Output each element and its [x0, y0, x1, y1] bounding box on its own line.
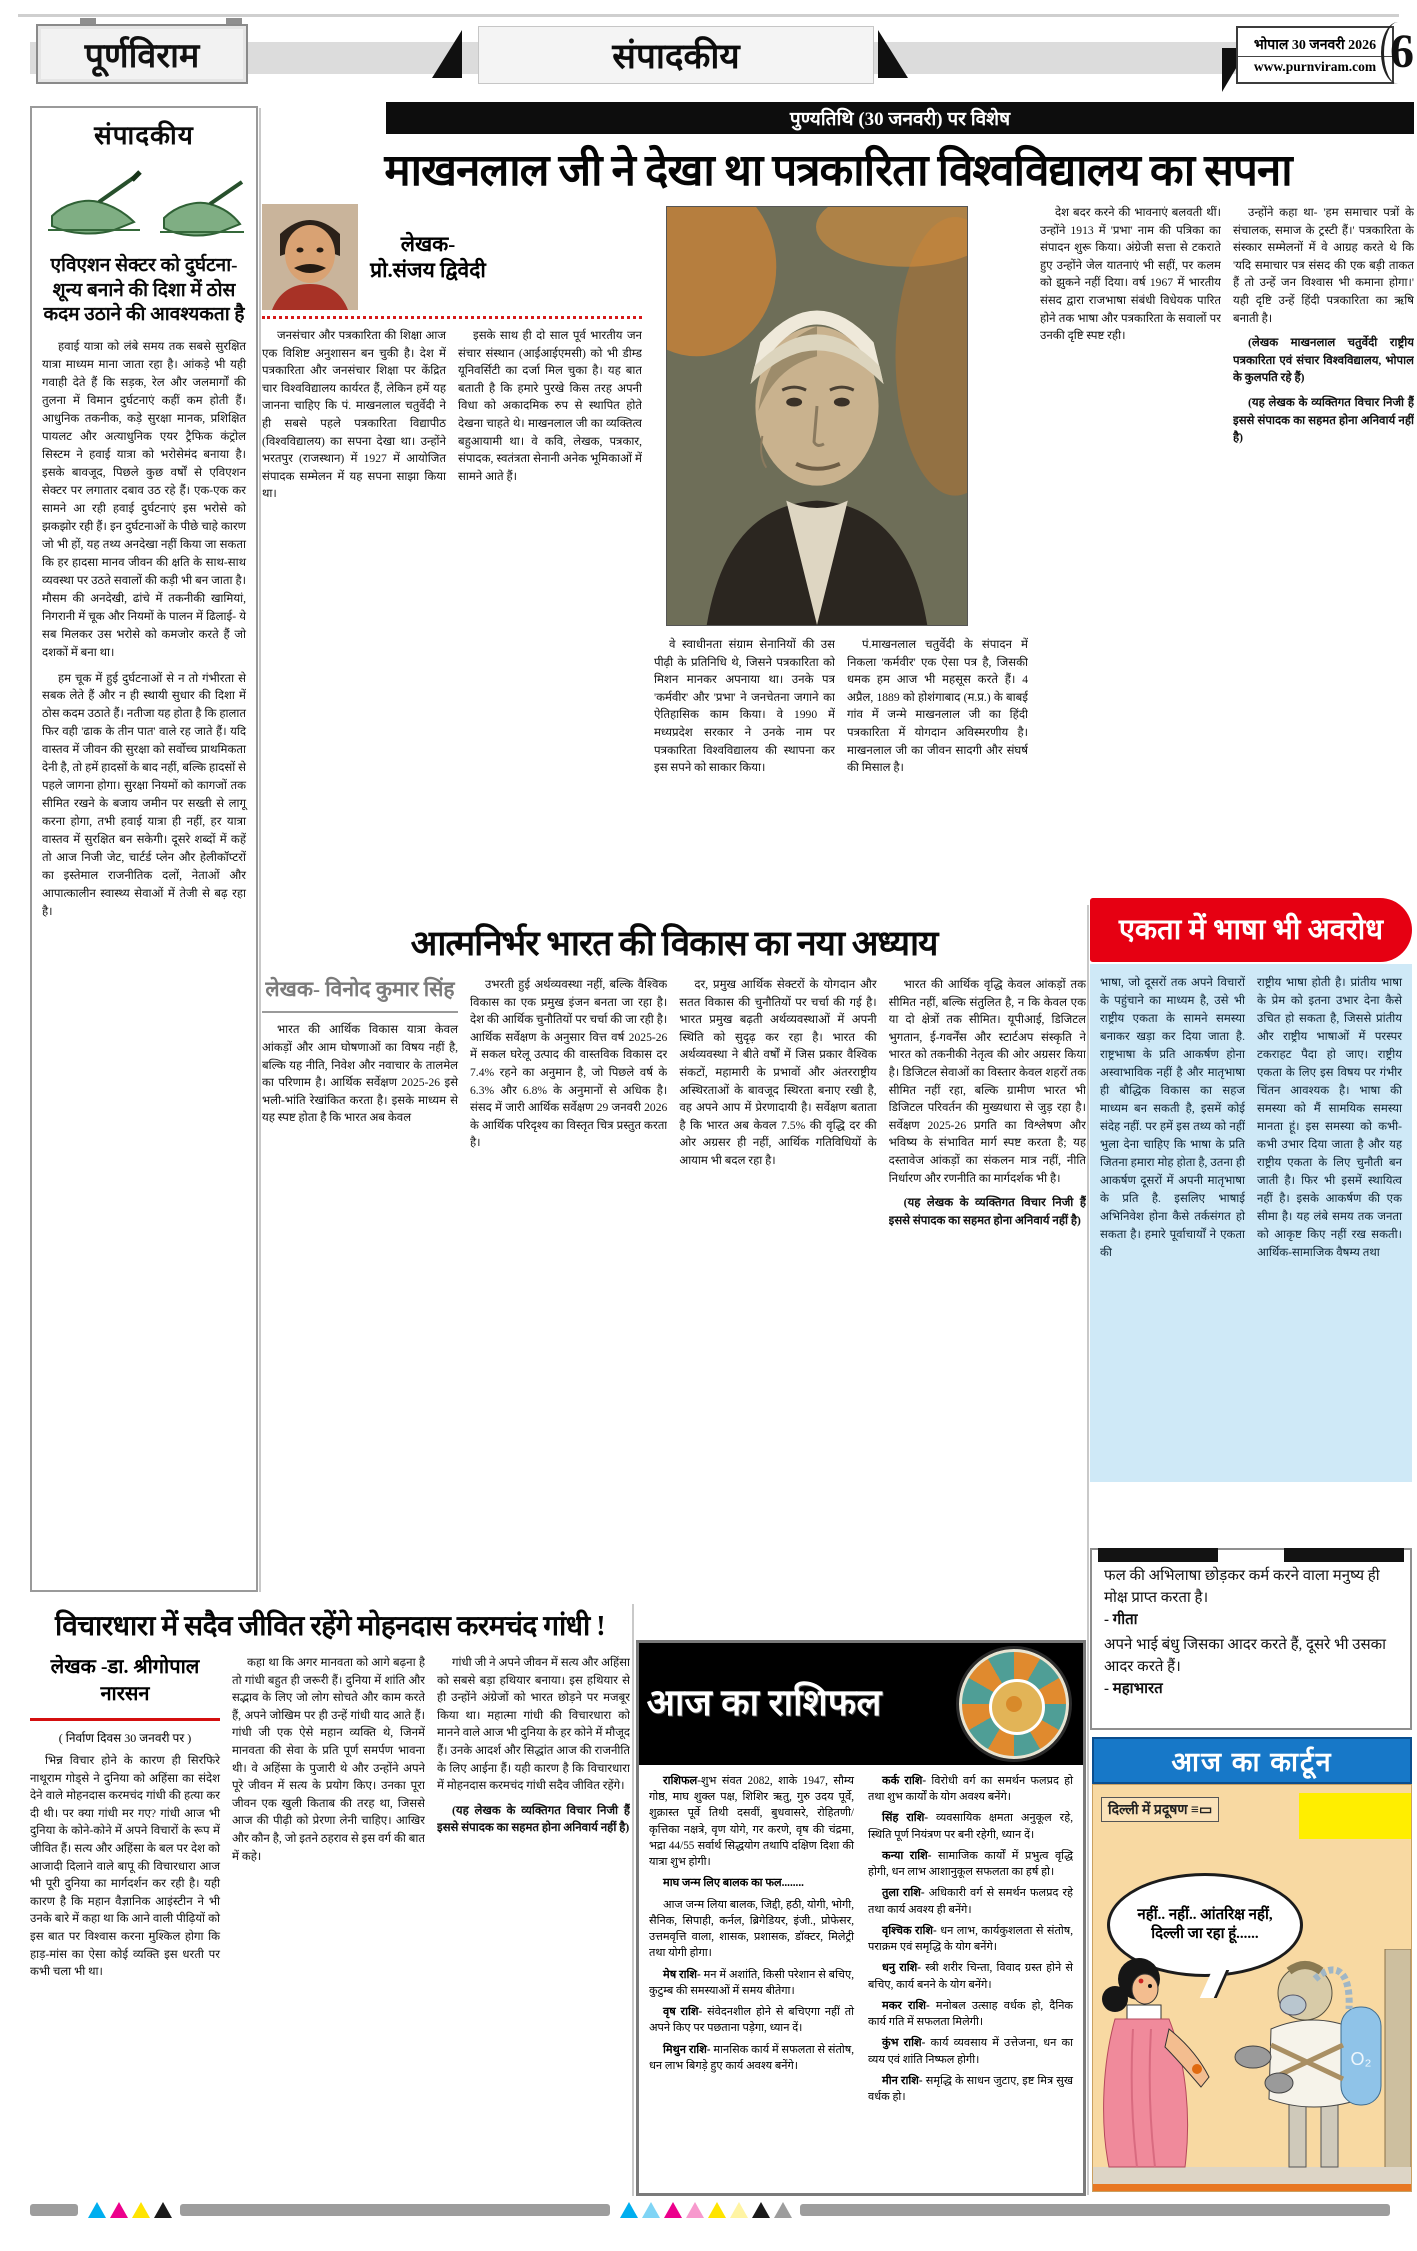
second-author: लेखक- विनोद कुमार सिंह — [262, 976, 458, 1013]
rashi-entry: कन्या राशि- सामाजिक कार्यों में प्रभुत्व वृद्धि होगी, धन लाभ आशानुकूल सफलता का हर्ष हो। — [868, 1849, 1074, 1879]
language-box-body — [1090, 964, 1412, 1482]
pennant-icon — [878, 30, 908, 78]
birth-result-heading: माघ जन्म लिए बालक का फल........ — [663, 1877, 804, 1890]
rashi-entry: मेष राशि- मन में अशांति, किसी परेशान से बचिए, कुटुम्ब की समस्याओं में समय बीतेगा। — [649, 1968, 854, 1997]
horoscope-section — [636, 1640, 1086, 2196]
print-registration-footer — [30, 2202, 1390, 2218]
cartoon-section — [1092, 1737, 1412, 2195]
horoscope-intro-label: राशिफल — [663, 1775, 698, 1787]
horoscope-banner — [639, 1643, 1083, 1765]
quote-source: - गीता — [1104, 1611, 1138, 1628]
editorial-headline: एविएशन सेक्टर को दुर्घटना-शून्य बनाने की दिशा में ठोस कदम उठाने की आवश्यकता है — [43, 255, 245, 326]
article-text: इसके साथ ही दो साल पूर्व भारतीय जन संचार संस्थान (आईआईएमसी) को भी डीम्ड यूनिवर्सिटी का दर्जा मिल चुका है। यह बात बताती है कि हमारे पुरखे किस तरह अपनी विधा को अकादमिक रुप से स्थापित होते देखना चाहते थे। माखनलाल जी का व्यक्तित्व बहुआयामी था। वे कवि, लेखक, पत्रकार, संपादक, स्वतंत्रता सेनानी अनेक भूमिकाओं में सामने आते हैं। — [458, 329, 642, 483]
horoscope-title: आज का राशिफल — [646, 1682, 882, 1724]
author-footnote: (लेखक माखनलाल चतुर्वेदी राष्ट्रीय पत्रकारिता एवं संचार विश्वविद्यालय, भोपाल के कुलपति रहे हैं) — [1233, 336, 1414, 385]
rashi-entry: सिंह राशि- व्यवसायिक क्षमता अनुकूल रहे, स्थिति पूर्ण नियंत्रण पर बनी रहेगी, ध्यान दें। — [868, 1812, 1073, 1841]
rashi-entry: कर्क राशि- विरोधी वर्ग का समर्थन फलप्रद हो तथा शुभ कार्यों के योग अवश्य बनेंगे। — [868, 1775, 1074, 1804]
cartoon-caption — [1101, 1797, 1219, 1822]
top-rule — [18, 14, 1399, 17]
editorial-paragraph: हम चूक में हुई दुर्घटनाओं से न तो गंभीरता से सबक लेते हैं और न ही स्थायी सुधार की दिशा में ठोस कदम उठाते हैं। नतीजा यह होता है कि हालात फिर वही 'ढाक के तीन पात' वाले रह जाते हैं। यदि वास्तव में जीवन की सुरक्षा को सर्वोच्च प्राथमिकता देनी है, तो हमें हादसों के बाद नहीं, बल्कि हादसों से पहले जागना होगा। सुरक्षा नियमों को कागजों तक सीमित रखने के बजाय जमीन पर सख्ती से लागू करना होगा, तभी हवाई यात्रा ही नहीं, हर यात्रा वास्तव में सुरक्षित बन सकेगी। दूसरे शब्दों में कहें तो आज निजी जेट, चार्टर्ड प्लेन और हेलीकॉप्टरों का इस्तेमाल राजनीतिक दलों, नेताओं और आपात्कालीन स्वास्थ्य सेवाओं में तेजी से बढ़ रहा है। — [42, 671, 246, 919]
rashi-entry: मिथुन राशि- मानसिक कार्य में सफलता से संतोष, धन लाभ बिगड़े हुए कार्य अवश्य बनेंगे। — [649, 2043, 854, 2072]
makhanlal-portrait-photo — [666, 206, 968, 626]
pennant-icon — [432, 30, 462, 78]
kicker-bar: पुण्यतिथि (30 जनवरी) पर विशेष — [386, 102, 1414, 134]
rashi-entry: मीन राशि- समृद्धि के साधन जुटाए, इष्ट मित्र सुख वर्धक हो। — [868, 2074, 1073, 2103]
article-text: गांधी जी ने अपने जीवन में सत्य और अहिंसा को सबसे बड़ा हथियार बनाया। इस हथियार से ही उन्होंने अंग्रेजों को भारत छोड़ने पर मजबूर किया था। महात्मा गांधी की विचारधारा को मानने वाले आज भी दुनिया के हर कोने में मौजूद हैं। उनके आदर्श और सिद्धांत आज की राजनीति के लिए आईना हैं। यही कारण है कि विचारधारा में मोहनदास करमचंद गांधी सदैव जीवित रहेंगे। — [437, 1656, 630, 1793]
cartoon-panel — [1092, 1784, 1412, 2192]
article-text: भारत की आर्थिक विकास यात्रा केवल आंकड़ों और आम घोषणाओं का विषय नहीं है, बल्कि यह नीति, निवेश और नवाचार के तालमेल का परिणाम है। आर्थिक सर्वेक्षण 2025-26 इसे भली-भांति रेखांकित करता है। इसके माध्यम से यह स्पष्ट होता है कि भारत अब केवल — [262, 1023, 458, 1125]
tv-icon: ≡▭ — [1190, 1803, 1213, 1818]
language-box-text: भाषा, जो दूसरों तक अपने विचारों के पहुंचाने का माध्यम है, उसे भी राष्ट्रीय एकता के सामने समस्या बनाकर खड़ा कर दिया जाता है. राष्ट्रभाषा के प्रति आकर्षण होना अस्वाभाविक नहीं है और मातृभाषा ही बौद्धिक विकास का सहज माध्यम बन सकती है, इसमें कोई संदेह नहीं. पर हमें इस तथ्य को नहीं भुला देना चाहिए कि भाषा के प्रति जितना हमारा मोह होता है, उतना ही आकर्षण दूसरों में अपनी मातृभाषा के प्रति है. इसलिए भाषाई अभिनिवेश होना कैसे तर्कसंगत हो सकता है। हमारे पूर्वाचार्यों ने एकता की — [1100, 976, 1245, 1259]
language-box-text: राष्ट्रीय भाषा होती है। प्रांतीय भाषा के प्रेम को इतना उभार देना कैसे उचित हो सकता है, जिससे प्रांतीय और राष्ट्रीय भाषाओं में परस्पर टकराहट पैदा हो जाए। राष्ट्रीय एकता के लिए इस विषय पर गंभीर चिंतन आवश्यक है। भाषा की समस्या को मैं सामयिक समस्या मानता हूं। इस समस्या को कभी-कभी उभार दिया जाता है और यह राष्ट्रीय एकता के लिए चुनौती बन जाती है। फिर भी इसमें स्थायित्व नहीं है। इसके आकर्षण की एक सीमा है। यह लंबे समय तक जनता को आकृष्ट किए नहीं रख सकती। आर्थिक-सामाजिक वैषम्य तथा — [1257, 976, 1402, 1259]
cartoon-title: आज का कार्टून — [1092, 1737, 1412, 1784]
dateline-box — [1236, 26, 1394, 84]
article-text: कहा था कि अगर मानवता को आगे बढ़ना है तो गांधी बहुत ही जरूरी हैं। दुनिया में शांति और सद्भाव के लिए जो लोग सोचते और काम करते हैं, अपने जोखिम पर ही उन्हें गांधी याद आते हैं। गांधी जी एक ऐसे महान व्यक्ति थे, जिनमें मानवता की सेवा के प्रति पूर्ण समर्पण भावना थी। वे अहिंसा के पुजारी थे और उन्होंने अपने पूरे जीवन में सत्य के प्रयोग किए। उनका पूरा जीवन एक खुली किताब की तरह था, जिससे आज की पीढ़ी को प्रेरणा लेनी चाहिए। आखिर और कौन है, जो इतने ठहराव से इस वर्ग की बात में कहे। — [232, 1656, 425, 1863]
column-rule — [632, 1604, 634, 2196]
gandhi-headline: विचारधारा में सदैव जीवित रहेंगे मोहनदास करमचंद गांधी ! — [54, 1611, 606, 1642]
rashi-entry: वृष राशि- संवेदनशील होने से बचिएगा नहीं तो अपने किए पर पछताना पड़ेगा, ध्यान दें। — [649, 2006, 855, 2035]
gandhi-article-body — [30, 1654, 630, 2234]
second-article — [262, 903, 1086, 1597]
author-photo — [262, 204, 358, 310]
main-article-body — [262, 204, 1414, 900]
article-text: पं.माखनलाल चतुर्वेदी के संपादन में निकला 'कर्मवीर' एक ऐसा पत्र है, जिसकी धमक हम आज भी महसूस करते हैं। 4 अप्रैल, 1889 को होशंगाबाद (म.प्र.) के बाबई गांव में जन्मे माखनलाल जी का हिंदी पत्रकारिता में योगदान अविस्मरणीय है। माखनलाल जी का जीवन सादगी और संघर्ष की मिसाल है। — [847, 638, 1028, 775]
rashi-entry: मकर राशि- मनोबल उत्साह वर्धक हो, दैनिक कार्य गति में सफलता मिलेगी। — [868, 1999, 1074, 2029]
quote-source: - महाभारत — [1104, 1680, 1163, 1697]
language-box-title: एकता में भाषा भी अवरोध — [1090, 898, 1412, 962]
second-article-body — [262, 976, 1086, 1566]
rashi-entry: वृश्चिक राशि- धन लाभ, कार्यकुशलता से संतोष, पराक्रम एवं समृद्धि के योग बनेंगे। — [868, 1924, 1074, 1954]
speech-bubble: नहीं.. नहीं.. आंतरिक्ष नहीं, दिल्ली जा रहा हूं...... — [1107, 1873, 1303, 1977]
zodiac-wheel-icon — [959, 1649, 1069, 1759]
second-headline: आत्मनिर्भर भारत की विकास का नया अध्याय — [410, 924, 938, 963]
section-title: संपादकीय — [478, 26, 874, 84]
o2-label: O₂ — [1350, 2049, 1372, 2069]
rashi-entry: तुला राशि- अधिकारी वर्ग से समर्थन फलप्रद रहे तथा कार्य अवश्य ही बनेंगे। — [868, 1887, 1073, 1916]
article-text: दर, प्रमुख आर्थिक सेक्टरों के योगदान और सतत विकास की चुनौतियों पर चर्चा की गई है। भारत प्रमुख बढ़ती अर्थव्यवस्थाओं में अपनी स्थिति को सुदृढ़ कर रहा है। भारत की अर्थव्यवस्था ने बीते वर्षों में जिस प्रकार वैश्विक संकटों, महामारी के प्रभावों और अंतरराष्ट्रीय अस्थिरताओं के बावजूद स्थिरता बनाए रखी है, वह अपने आप में प्रेरणादायी है। सर्वेक्षण बताता है कि भारत अब केवल 7.5% की वृद्धि दर की ओर अग्रसर ही नहीं, आर्थिक गतिविधियों के आयाम भी बदल रहा है। — [679, 978, 877, 1168]
panel-border — [1093, 2184, 1411, 2191]
quote-text: अपने भाई बंधु जिसका आदर करते हैं, दूसरे भी उसका आदर करते हैं। — [1104, 1637, 1386, 1675]
city-date: भोपाल 30 जनवरी 2026 — [1238, 33, 1392, 57]
article-text: वे स्वाधीनता संग्राम सेनानियों की उस पीढ़ी के प्रतिनिधि थे, जिसने पत्रकारिता को मिशन मानकर अपनाया था। उनके पत्र 'कर्मवीर' और 'प्रभा' ने जनचेतना जगाने का ऐतिहासिक काम किया। वे 1990 में मध्यप्रदेश सरकार ने उनके नाम पर पत्रकारिता विश्वविद्यालय की स्थापना कर इस सपने को साकार किया। — [654, 638, 835, 775]
cartoon-figures — [1093, 1949, 1411, 2184]
horoscope-body — [639, 1765, 1083, 2189]
article-text: उभरती हुई अर्थव्यवस्था नहीं, बल्कि वैश्विक विकास का एक प्रमुख इंजन बनता जा रहा है। देश की आर्थिक चुनौतियों पर चर्चा की जा रही है। आर्थिक सर्वेक्षण के अनुसार वित्त वर्ष 2025-26 में सकल घरेलू उत्पाद की वास्तविक विकास दर 7.4% रहने का अनुमान है, जो पिछले वर्ष के 6.3% और 6.8% के अनुमानों से अधिक है। संसद में जारी आर्थिक सर्वेक्षण 29 जनवरी 2026 के आर्थिक परिदृश्य का विस्तृत चित्र प्रस्तुत करता है। — [470, 978, 668, 1150]
author-name: लेखक- प्रो.संजय द्विवेदी — [370, 231, 486, 282]
author-block — [262, 204, 642, 319]
editorial-paragraph: हवाई यात्रा को लंबे समय तक सबसे सुरक्षित यात्रा माध्यम माना जाता रहा है। आंकड़े भी यही गवाही देते हैं कि सड़क, रेल और जलमार्गों की तुलना में विमान दुर्घटनाएं कहीं कम होती हैं। आधुनिक तकनीक, कड़े सुरक्षा मानक, प्रशिक्षित पायलट और अत्याधुनिक एयर ट्रैफिक कंट्रोल सिस्टम ने हवाई यात्रा को भरोसेमंद बनाया है। इसके बावजूद, पिछले कुछ वर्षों से एविएशन सेक्टर पर लगातार दबाव उठ रहे हैं। एक-एक कर सामने आ रही हवाई दुर्घटनाएं इस भरोसे को झकझोर रही हैं। इन दुर्घटनाओं के पीछे चाहे कारण जो भी हों, यह तथ्य अनदेखा नहीं किया जा सकता कि हर हादसा मानव जीवन की क्षति के साथ-साथ व्यवस्था पर उठते सवालों की कड़ी भी बन जाता है। मौसम की अनदेखी, ढांचे में तकनीकी खामियां, निगरानी में चूक और नियमों के पालन में ढिलाई- ये सब मिलकर उस भरोसे को कमजोर करते हैं जो दशकों में बना था। — [42, 340, 246, 659]
editorial-body — [42, 338, 246, 921]
article-text: जनसंचार और पत्रकारिता की शिक्षा आज एक विशिष्ट अनुशासन बन चुकी है। देश में पत्रकारिता और जनसंचार शिक्षा पर केंद्रित चार विश्वविद्यालय कार्यरत हैं, लेकिन हमें यह जानना चाहिए कि पं. माखनलाल चतुर्वेदी ने ही सबसे पहले पत्रकारिता विद्यापीठ (विश्वविद्यालय) का सपना देखा था। उन्होंने भरतपुर (राजस्थान) में 1927 में आयोजित संपादक सम्मेलन में यह सपना साझा किया था। — [262, 329, 446, 501]
gandhi-author: लेखक -डा. श्रीगोपाल नारसन — [30, 1654, 220, 1721]
paper-name: पूर्णविराम — [36, 24, 248, 84]
tick-bar-icon — [1098, 1548, 1218, 1562]
disclaimer: (यह लेखक के व्यक्तिगत विचार निजी हैं इससे संपादक का सहमत होना अनिवार्य नहीं है) — [437, 1803, 630, 1835]
editorial-column — [30, 106, 258, 1592]
page-number: 6 — [1390, 25, 1414, 78]
rashi-entry: धनु राशि- स्त्री शरीर चिन्ता, विवाद ग्रस्त होने से बचिए, कार्य बनने के योग बनेंगे। — [868, 1962, 1073, 1991]
gandhi-article — [30, 1598, 630, 2248]
article-text: भिन्न विचार होने के कारण ही सिरफिरे नाथूराम गोड्से ने दुनिया को अहिंसा का संदेश देने वाले मोहनदास करमचंद गांधी की हत्या कर दी थी। पर क्या गांधी मर गए? गांधी आज भी दुनिया के कोने-कोने में अपने विचारों के रूप में जीवित हैं। सत्य और अहिंसा के बल पर देश को आजादी दिलाने वाले बापू की विचारधारा आज भी पूरी दुनिया का मार्गदर्शन कर रही है। यही कारण है कि महान वैज्ञानिक आइंस्टीन ने भी उनके बारे में कहा था कि आने वाली पीढ़ियों को इस बात पर विश्वास करना मुश्किल होगा कि हाड़-मांस का ऐसा कोई व्यक्ति इस धरती पर कभी चला भी था। — [30, 1754, 220, 1979]
main-headline: माखनलाल जी ने देखा था पत्रकारिता विश्वविद्यालय का सपना — [384, 146, 1292, 195]
gandhi-dateline: ( निर्वाण दिवस 30 जनवरी पर ) — [58, 1731, 192, 1745]
quote-box — [1090, 1548, 1412, 1730]
article-text: भारत की आर्थिक वृद्धि केवल आंकड़ों तक सीमित नहीं, बल्कि संतुलित है, न कि केवल एक या दो क्षेत्रों तक सीमित। यूपीआई, डिजिटल भुगतान, ई-गवर्नेंस और स्टार्टअप संस्कृति ने भारत को तकनीकी नेतृत्व की ओर अग्रसर किया है। डिजिटल सेवाओं का विस्तार केवल शहरों तक सीमित नहीं रहा, बल्कि ग्रामीण भारत भी डिजिटल परिवर्तन की मुख्यधारा से जुड़ रहा है। सर्वेक्षण 2025-26 प्रगति का विश्लेषण और भविष्य के संभावित मार्ग स्पष्ट करता है; यह दस्तावेज आंकड़ों का संकलन मात्र नहीं, नीति निर्धारण और रणनीति का मार्गदर्शक भी है। — [888, 978, 1086, 1185]
window-light — [1299, 1793, 1411, 1839]
website: www.purnviram.com — [1253, 59, 1377, 74]
editorial-label: संपादकीय — [94, 121, 194, 150]
rashi-entry: कुंभ राशि- कार्य व्यवसाय में उत्तेजना, धन का व्यय एवं शांति निष्फल होगी। — [868, 2037, 1073, 2066]
column-rule — [1087, 905, 1089, 2195]
horoscope-intro: -शुभ संवत 2082, शाके 1947, सौम्य गोष्ठ, माघ शुक्ल पक्ष, शिशिर ऋतु, गुरु उदय पूर्वे, शुक्रास्त पूर्वे तिथी दसवीं, बुधवासरे, रोहितणी/कृत्तिका नक्षत्रे, वृण योगे, गर करणे, वृष की चंद्रमा, भद्रा 44/55 सर्वार्थ सिद्धयोग तथापि दक्षिण दिशा की यात्रा शुभ होगी। — [649, 1775, 854, 1869]
caption-text: दिल्ली में प्रदूषण — [1108, 1803, 1188, 1818]
language-opinion-box — [1090, 898, 1412, 1546]
quote-text: फल की अभिलाषा छोड़कर कर्म करने वाला मनुष्य ही मोक्ष प्राप्त करता है। — [1104, 1568, 1380, 1606]
article-text: देश बदर करने की भावनाएं बलवती थीं। उन्होंने 1913 में 'प्रभा' नाम की पत्रिका का संपादन शुरू किया। अंग्रेजी सत्ता से टकराते हुए उन्होंने जेल यातनाएं भी सहीं, पर कलम को झुकने नहीं दिया। वर्ष 1967 में भारतीय संसद द्वारा राजभाषा संबंधी विधेयक पारित होने तक भाषा और पत्रकारिता के सवालों पर उनकी दृष्टि स्पष्ट रही। — [1040, 206, 1221, 343]
disclaimer: (यह लेखक के व्यक्तिगत विचार निजी हैं इससे संपादक का सहमत होना अनिवार्य नहीं है) — [1233, 396, 1414, 445]
tick-bar-icon — [1284, 1548, 1404, 1562]
birth-result-text: आज जन्म लिया बालक, जिद्दी, हठी, योगी, भोगी, सैनिक, सिपाही, कर्नल, ब्रिगेडियर, इंजी., प्रोफेसर, उत्तमवृत्ति वाला, शासक, प्रशासक, डॉक्टर, मिलेट्री तथा योगी होगा। — [649, 1898, 854, 1960]
article-text: उन्होंने कहा था- 'हम समाचार पत्रों के संचालक, समाज के ट्रस्टी हैं।' पत्रकारिता के संस्कार सम्मेलनों में वे आग्रह करते थे कि 'यदि समाचार पत्र संसद की एक बड़ी ताकत हैं तो उन्हें जन विश्वास भी कमाना होगा।' यही दृष्टि उन्हें हिंदी पत्रकारिता का ऋषि बनाती है। — [1233, 206, 1414, 325]
column-rule — [259, 108, 261, 1592]
main-article — [262, 100, 1414, 902]
writing-hands-icon — [44, 156, 244, 248]
disclaimer: (यह लेखक के व्यक्तिगत विचार निजी हैं इससे संपादक का सहमत होना अनिवार्य नहीं है) — [888, 1196, 1086, 1227]
